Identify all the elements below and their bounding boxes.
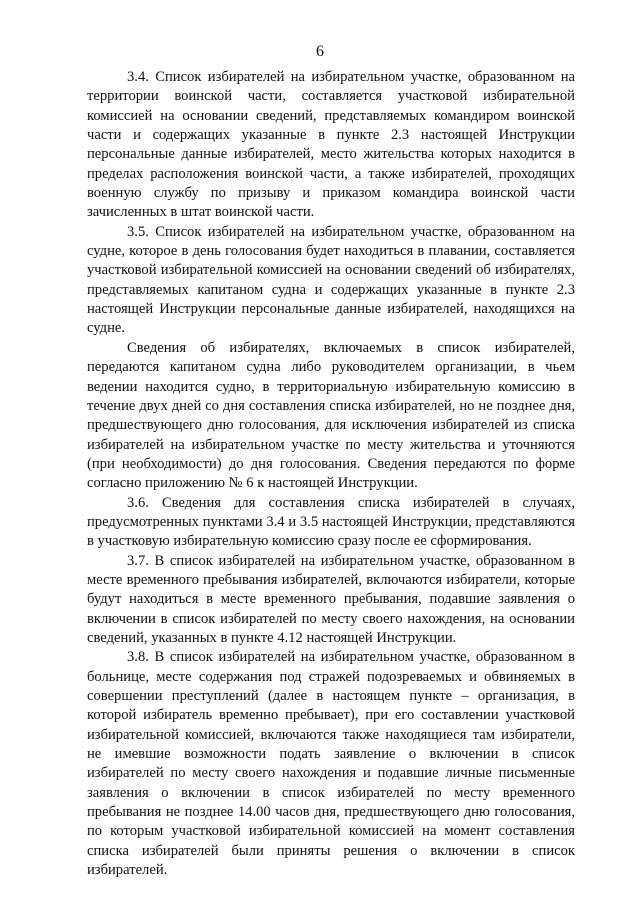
document-body [87,68,575,880]
page-number: 6 [316,43,324,60]
paragraph-3-5: 3.5. Список избирателей на избирательном участке, образованном на судне, которое в день голосования будет находиться в плавании, составляется участковой избирательной комиссией на основании сведений об избирателях, представляемых капитаном судна и содержащих указанные в пункте 2.3 настоящей Инструкции персональные данные избирателей, находящихся на судне. [87,223,575,337]
paragraph-3-8: 3.8. В список избирателей на избирательном участке, образованном в больнице, месте содержания под стражей подозреваемых и обвиняемых в совершении преступлений (далее в настоящем пункте – организация, в которой избиратель временно пребывает), при его составлении участковой избирательной комиссией, включаются также находящиеся там избиратели, не имевшие возможности подать заявление о включении в список избирателей по месту своего нахождения и подавшие личные письменные заявления о включении в список избирателей по месту временного пребывания не позднее 14.00 часов дня, предшествующего дню голосования, по которым участковой избирательной комиссией на момент составления списка избирателей были приняты решения о включении в список избирателей. [87,649,575,879]
paragraph-3-6: 3.6. Сведения для составления списка избирателей в случаях, предусмотренных пунктами 3.4 и 3.5 настоящей Инструкции, представляются в участковую избирательную комиссию сразу после ее сформирования. [87,494,575,550]
paragraph-3-5-details: Сведения об избирателях, включаемых в список избирателей, передаются капитаном судна либо руководителем организации, в чьем ведении находится судно, в территориальную избирательную комиссию в течение двух дней со дня составления списка избирателей, но не позднее дня, предшествующего дню голосования, для исключения избирателей из списка избирателей на избирательном участке по месту жительства и уточняются (при необходимости) до дня голосования. Сведения передаются по форме согласно приложению № 6 к настоящей Инструкции. [87,339,575,492]
paragraph-3-4: 3.4. Список избирателей на избирательном участке, образованном на территории воинской части, составляется участковой избирательной комиссией на основании сведений, представляемых командиром воинской части и содержащих указанные в пункте 2.3 настоящей Инструкции персональные данные избирателей, место жительства которых находится в пределах расположения воинской части, а также избирателей, проходящих военную службу по призыву и приказом командира воинской части зачисленных в штат воинской части. [87,69,575,221]
paragraph-3-7: 3.7. В список избирателей на избирательном участке, образованном в месте временного пребывания избирателей, включаются избиратели, которые будут находиться в месте временного пребывания, подавшие заявления о включении в список избирателей по месту своего нахождения, на основании сведений, указанных в пункте 4.12 настоящей Инструкции. [87,552,575,646]
